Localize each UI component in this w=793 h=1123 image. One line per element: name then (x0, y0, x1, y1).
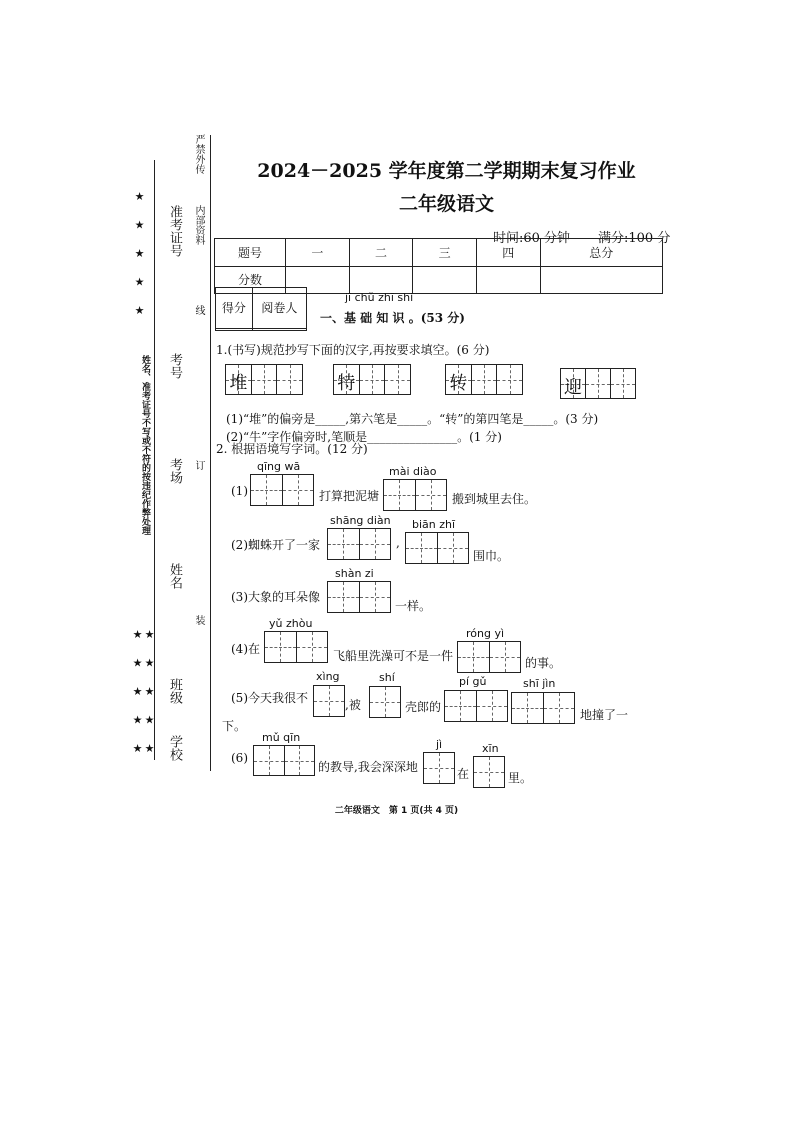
q2-3-text-b: 一样。 (395, 599, 432, 613)
q2-3-text-a: (3)大象的耳朵像 (231, 590, 320, 604)
margin-zhuang: 装 (193, 615, 204, 625)
q2-4-text-c: 的事。 (525, 656, 562, 670)
margin-exam-no2: 考号 (167, 353, 182, 379)
write-grid-muqin[interactable] (253, 745, 315, 776)
binding-line-inner (210, 135, 211, 771)
write-grid-shi[interactable] (369, 686, 401, 718)
q2-2-pinyin-a: shāng diàn (330, 514, 391, 527)
score-cell[interactable] (540, 266, 662, 294)
score-col-total: 总分 (540, 239, 662, 267)
q2-1-pinyin-b: mài diào (389, 465, 437, 478)
stars-top: ★ ★ ★ ★ ★ (133, 190, 146, 323)
q2-4-text-b: 飞船里洗澡可不是一件 (333, 649, 454, 663)
exam-subtitle: 二年级语文 (398, 193, 494, 215)
q2-5-text-e: 下。 (222, 719, 247, 733)
exam-time: 时间:60 分钟 (493, 231, 571, 246)
q2-3-pinyin-a: shàn zi (335, 567, 374, 580)
q2-4-pinyin-a: yǔ zhòu (269, 617, 313, 630)
margin-name: 姓名 (167, 563, 182, 589)
grader-score-label: 得分 (216, 288, 253, 329)
exam-title: 2024－2025 学年度第二学期期末复习作业 (257, 160, 636, 182)
write-grid-rongyi[interactable] (457, 641, 521, 673)
margin-room: 考场 (167, 458, 182, 484)
q2-2-text-b: 围巾。 (473, 549, 510, 563)
q2-6-pinyin-a: mǔ qīn (262, 731, 301, 744)
write-grid-shijin[interactable] (511, 692, 575, 724)
q2-6-pinyin-b: jì (436, 738, 443, 751)
score-table-label: 题号 (215, 239, 286, 267)
write-grid-xing[interactable] (313, 685, 345, 717)
q2-prompt: 2. 根据语境写字词。(12 分) (216, 442, 368, 456)
q2-5-pinyin-c: pí gǔ (459, 675, 487, 688)
q2-1-number: (1) (231, 484, 248, 498)
model-char: 转 (449, 373, 468, 394)
grader-table (215, 287, 307, 331)
copy-grid-dui[interactable] (225, 364, 303, 395)
margin-class: 班级 (167, 678, 182, 704)
q1-line2: (2)“牛”字作偏旁时,笔顺是_______________。(1 分) (226, 430, 502, 444)
q1-prompt: 1.(书写)规范抄写下面的汉字,再按要求填空。(6 分) (216, 343, 490, 357)
grader-reviewer-cell[interactable] (252, 328, 306, 330)
section1-pinyin: jī chǔ zhī shi (345, 291, 414, 304)
copy-grid-zhuan[interactable] (445, 364, 523, 395)
margin-strict: 严禁外传 (193, 134, 204, 174)
copy-grid-te[interactable] (333, 364, 411, 395)
q2-4-text-a: (4)在 (231, 642, 260, 656)
margin-exam-no: 准考证号 (167, 205, 182, 257)
margin-warning: 姓名、准考证号不写或不符的按违纪作弊处理 (140, 355, 150, 535)
write-grid-ji[interactable] (423, 752, 455, 784)
q2-5-text-a: (5)今天我很不 (231, 691, 308, 705)
score-col-1: 一 (286, 239, 350, 267)
margin-ding: 订 (193, 460, 204, 470)
q2-6-text-a: 的教导,我会深深地 (318, 760, 418, 774)
write-grid-pigu[interactable] (444, 690, 508, 722)
q2-1-pinyin-a: qīng wā (257, 460, 301, 473)
grader-score-cell[interactable] (216, 328, 253, 330)
score-cell[interactable] (413, 266, 477, 294)
score-cell[interactable] (349, 266, 413, 294)
write-grid-xin[interactable] (473, 756, 505, 788)
copy-grid-ying[interactable] (560, 368, 636, 399)
q2-5-text-c: 壳郎的 (405, 700, 442, 714)
write-grid-maidiao[interactable] (383, 479, 447, 511)
q2-5-pinyin-d: shī jìn (523, 677, 556, 690)
write-grid-yuzhou[interactable] (264, 631, 328, 663)
section1-heading: 一、基 础 知 识 。(53 分) (320, 311, 465, 325)
q2-2-comma: , (396, 536, 400, 550)
stars-bottom: ★ ★ ★ ★ ★ (143, 628, 156, 761)
grader-reviewer-label: 阅卷人 (252, 288, 306, 329)
q2-6-number: (6) (231, 751, 248, 765)
q1-line1: (1)“堆”的偏旁是_____,第六笔是_____。“转”的第四笔是_____。(3 分) (226, 412, 599, 426)
q2-6-text-b: 在 (457, 767, 470, 781)
score-table (214, 238, 663, 294)
exam-full-score: 满分:100 分 (598, 231, 671, 246)
margin-line: 线 (193, 305, 204, 315)
q2-2-text-a: (2)蜘蛛开了一家 (231, 538, 320, 552)
write-grid-shanzi[interactable] (327, 581, 391, 613)
q2-6-pinyin-c: xīn (482, 742, 499, 755)
model-char: 堆 (229, 373, 248, 394)
stars-lower-outer: ★ ★ ★ ★ ★ (131, 628, 144, 761)
q2-5-pinyin-b: shí (379, 671, 395, 684)
page-footer: 二年级语文 第 1 页(共 4 页) (334, 806, 459, 816)
q2-5-pinyin-a: xìng (316, 670, 340, 683)
write-grid-shangdian[interactable] (327, 528, 391, 560)
score-col-2: 二 (349, 239, 413, 267)
score-table-header-row (215, 239, 663, 267)
q2-5-text-d: 地撞了一 (580, 708, 629, 722)
score-table-label: 分数 (215, 266, 286, 294)
margin-internal: 内部资料 (193, 205, 204, 245)
q2-6-text-c: 里。 (508, 771, 533, 785)
score-cell[interactable] (476, 266, 540, 294)
model-char: 特 (337, 373, 356, 394)
write-grid-bianzhi[interactable] (405, 532, 469, 564)
write-grid-qingwa[interactable] (250, 474, 314, 506)
q2-2-pinyin-b: biān zhī (412, 518, 456, 531)
q2-4-pinyin-b: róng yì (466, 627, 505, 640)
q2-5-text-b: ,被 (345, 698, 361, 712)
margin-school: 学校 (167, 735, 182, 761)
q2-1-text-b: 搬到城里去住。 (452, 492, 537, 506)
q2-1-text-a: 打算把泥塘 (319, 489, 380, 503)
score-col-4: 四 (476, 239, 540, 267)
score-col-3: 三 (413, 239, 477, 267)
model-char: 迎 (564, 377, 582, 398)
